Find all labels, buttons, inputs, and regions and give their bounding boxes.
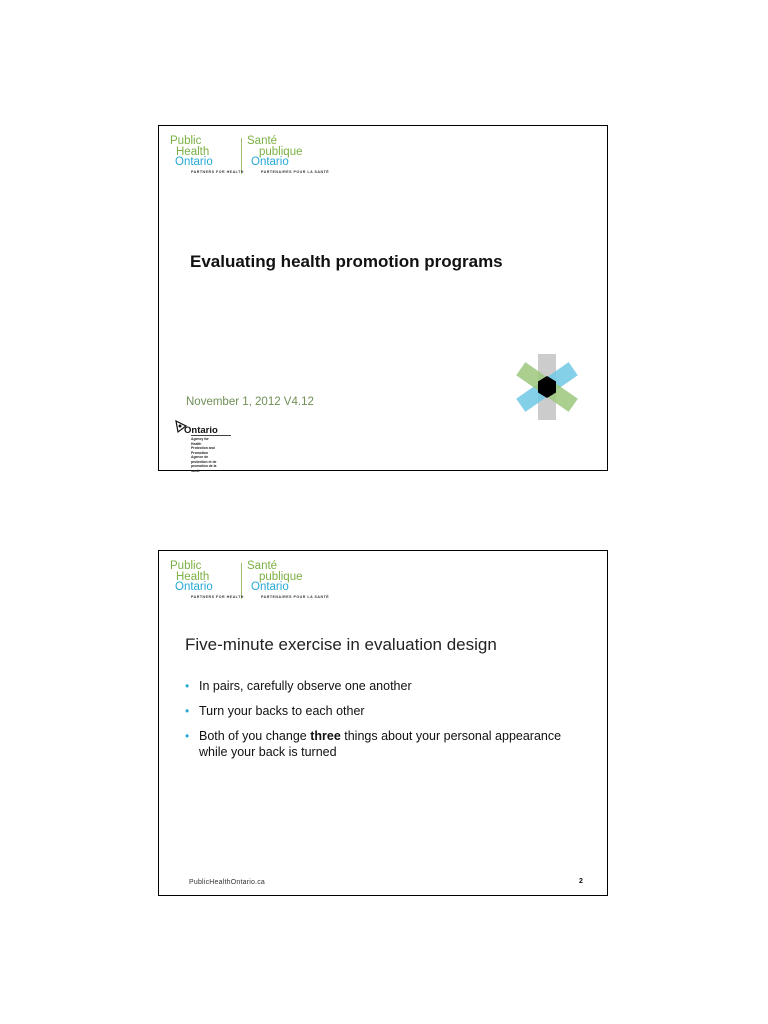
- footer-url: PublicHealthOntario.ca: [189, 879, 265, 886]
- asterisk-logo-icon: [513, 352, 581, 422]
- logo-health: Health: [176, 146, 210, 158]
- logo-ontario: Ontario: [175, 581, 213, 593]
- bullet-text: In pairs, carefully observe one another: [199, 679, 412, 693]
- logo-publique: publique: [259, 571, 303, 583]
- bullet-text-bold: three: [310, 729, 341, 743]
- slide-2: [158, 550, 608, 896]
- agency-name-fr: Agence de protection et de promotion de la santé: [191, 455, 217, 473]
- public-health-ontario-logo: [170, 136, 330, 180]
- logo-ontario-fr: Ontario: [251, 156, 289, 168]
- version-date: November 1, 2012 V4.12: [186, 396, 314, 408]
- logo-publique: publique: [259, 146, 303, 158]
- logo-fr-tagline: PARTENAIRES POUR LA SANTÉ: [261, 170, 330, 174]
- logo-en-tagline: PARTNERS FOR HEALTH: [191, 595, 244, 599]
- ontario-government-logo: [174, 420, 234, 473]
- logo-sante: Santé: [247, 135, 278, 147]
- ontario-wordmark: Ontario: [184, 425, 218, 436]
- logo-health: Health: [176, 571, 210, 583]
- slide-1: [158, 125, 608, 471]
- slide-title: Five-minute exercise in evaluation design: [185, 635, 497, 654]
- page-number: 2: [579, 878, 583, 885]
- logo-ontario: Ontario: [175, 156, 213, 168]
- bullet-text-post: things about your personal appearance while your back is turned: [199, 729, 562, 759]
- bullet-item: [185, 728, 585, 760]
- agency-name: [191, 437, 221, 473]
- public-health-ontario-logo: [170, 561, 330, 605]
- logo-en-tagline: PARTNERS FOR HEALTH: [191, 170, 244, 174]
- bullet-text-pre: Both of you change: [199, 729, 311, 743]
- logo-public: Public: [170, 135, 202, 147]
- logo-sante: Santé: [247, 560, 278, 572]
- agency-name-en: Agency for Health Protection and Promotion: [191, 437, 215, 455]
- bullet-text: Turn your backs to each other: [199, 704, 365, 718]
- bullet-item: [185, 703, 585, 719]
- bullet-icon: •: [185, 729, 190, 743]
- bullet-icon: •: [185, 679, 190, 693]
- logo-ontario-fr: Ontario: [251, 581, 289, 593]
- slide-title: Evaluating health promotion programs: [190, 252, 503, 271]
- logo-divider: [241, 563, 242, 599]
- logo-divider: [241, 138, 242, 174]
- bullet-icon: •: [185, 704, 190, 718]
- bullet-item: [185, 678, 585, 694]
- bullet-list: [185, 678, 585, 769]
- logo-public: Public: [170, 560, 202, 572]
- logo-fr-tagline: PARTENAIRES POUR LA SANTÉ: [261, 595, 330, 599]
